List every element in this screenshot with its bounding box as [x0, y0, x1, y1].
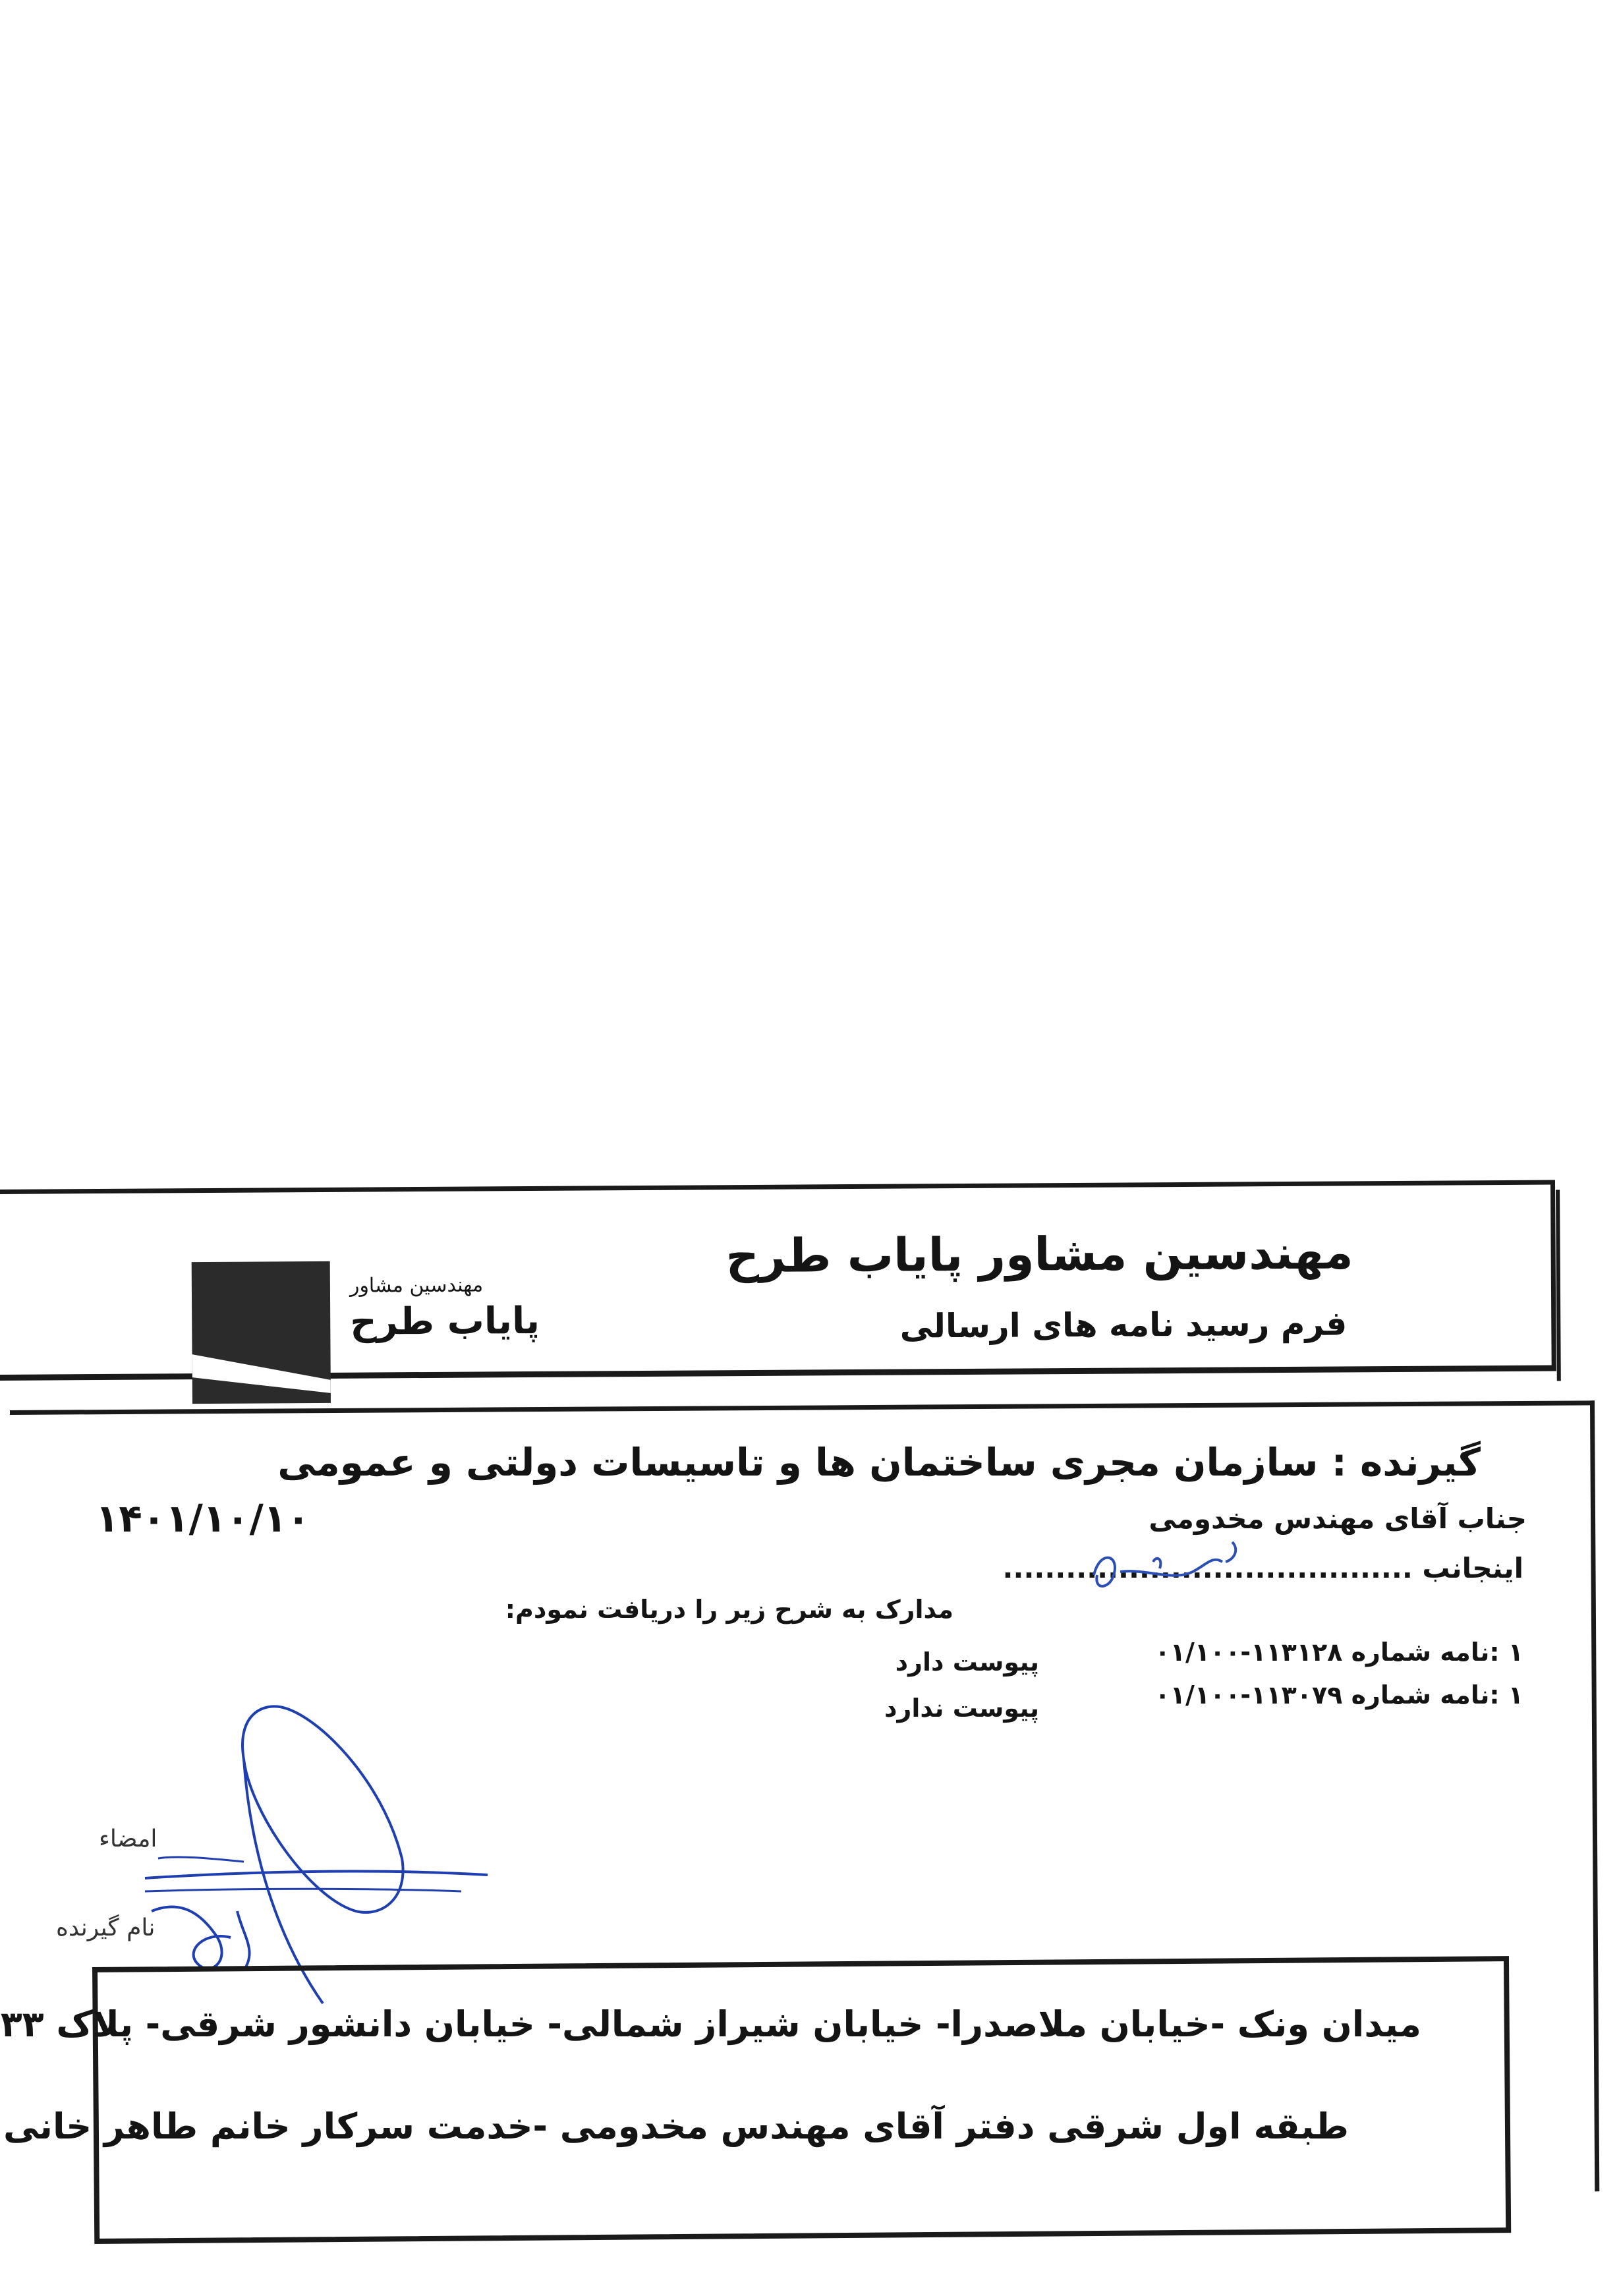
address-line-2: طبقه اول شرقی دفتر آقای مهندس مخدومی -خدمت سرکار خانم طاهر خانی [3, 2106, 1349, 2147]
letter-item-2: ۱ :نامه شماره ۱۱۳۰۷۹-۰۱/۱۰۰ [1154, 1680, 1523, 1709]
receiver-name-label: نام گیرنده [56, 1914, 156, 1941]
address-box [92, 1956, 1511, 2244]
address-line-1: میدان ونک -خیابان ملاصدرا- خیابان شیراز شمالی- خیابان دانشور شرقی- پلاک ۳۳ [0, 2003, 1421, 2045]
logo-caption-small: مهندسین مشاور [349, 1273, 484, 1298]
recipient-line [277, 1440, 1481, 1485]
logo-caption-big: پایاب طرح [350, 1299, 540, 1344]
undersigned-line: اینجانب ....................................... [1002, 1552, 1523, 1584]
date: ۱۴۰۱/۱۰/۱۰ [96, 1496, 310, 1541]
received-docs-text: مدارک به شرح زیر را دریافت نمودم: [505, 1595, 953, 1624]
header-box [0, 1180, 1556, 1381]
logo-slash-icon [192, 1261, 331, 1404]
letter-item-2-attachment: پیوست ندارد [884, 1694, 1039, 1723]
form-title: فرم رسید نامه های ارسالی [899, 1304, 1348, 1346]
signature-label: امضاء [99, 1825, 157, 1852]
initials-signature [1081, 1535, 1252, 1608]
letter-item-1-attachment: پیوست دارد [895, 1648, 1039, 1677]
salutation: جناب آقای مهندس مخدومی [1149, 1503, 1527, 1535]
receiver-signature [145, 1700, 514, 2010]
letter-item-1: ۱ :نامه شماره ۱۱۳۱۲۸-۰۱/۱۰۰ [1154, 1638, 1523, 1667]
recipient-text: گیرنده : سازمان مجری ساختمان ها و تاسیسات دولتی و عمومی [277, 1440, 1481, 1485]
company-title: مهندسین مشاور پایاب طرح [725, 1225, 1353, 1284]
company-logo [192, 1261, 331, 1404]
